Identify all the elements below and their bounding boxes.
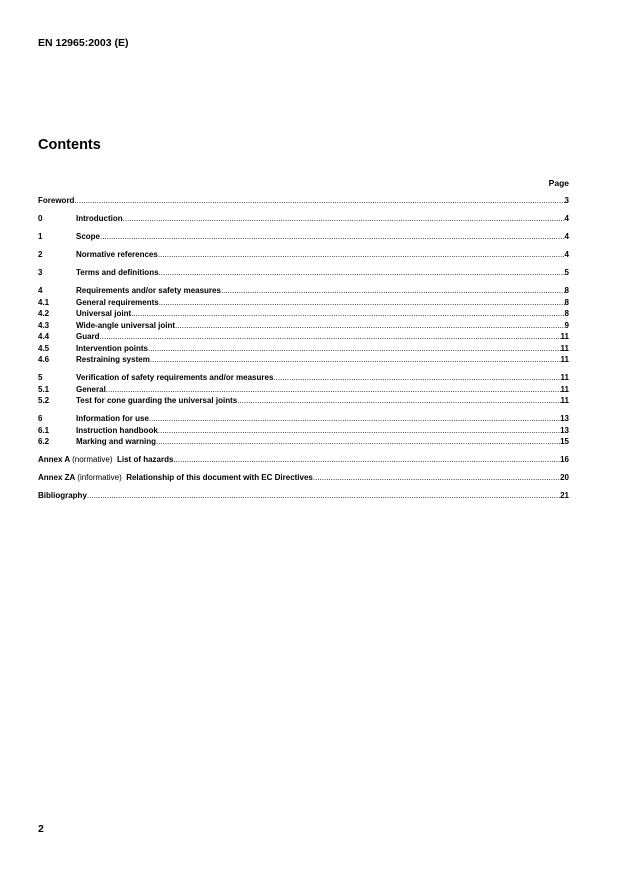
toc-entry-title: Terms and definitions bbox=[76, 268, 159, 277]
dot-leader bbox=[131, 308, 564, 320]
dot-leader bbox=[159, 297, 565, 309]
toc-entry-page: 21 bbox=[560, 491, 569, 500]
toc-entry-title: Foreword bbox=[38, 196, 75, 205]
annex-label: Annex ZA bbox=[38, 473, 76, 482]
toc-entry-page: 5 bbox=[564, 268, 569, 277]
dot-leader bbox=[100, 331, 561, 343]
toc-entry-page: 4 bbox=[564, 214, 569, 223]
toc-entry-page: 11 bbox=[560, 332, 569, 341]
dot-leader bbox=[313, 472, 560, 484]
toc-entry-page: 11 bbox=[560, 396, 569, 405]
dot-leader bbox=[100, 231, 565, 243]
dot-leader bbox=[173, 454, 560, 466]
dot-leader bbox=[159, 267, 565, 279]
toc-entry-page: 3 bbox=[564, 196, 569, 205]
dot-leader bbox=[150, 354, 561, 366]
page-title: Contents bbox=[38, 137, 101, 153]
toc-entry-6-1[interactable] bbox=[38, 425, 569, 437]
toc-entry-number: 4.3 bbox=[38, 320, 50, 330]
toc-entry-3[interactable] bbox=[38, 267, 569, 279]
toc-entry-title: Normative references bbox=[76, 250, 158, 259]
toc-entry-title: Instruction handbook bbox=[76, 425, 158, 435]
toc-entry-page: 8 bbox=[564, 286, 569, 295]
annex-kind: (normative) bbox=[72, 455, 113, 464]
toc-entry-number: 3 bbox=[38, 268, 43, 277]
page-number: 2 bbox=[38, 823, 44, 835]
toc-entry-page: 16 bbox=[560, 455, 569, 464]
toc-entry-title: Bibliography bbox=[38, 491, 87, 500]
annex-title: Relationship of this document with EC Directives bbox=[126, 473, 313, 482]
toc-entry-number: 6.1 bbox=[38, 425, 50, 435]
toc-entry-title: Scope bbox=[76, 232, 101, 241]
toc-entry-number: 4.2 bbox=[38, 309, 50, 318]
page-column-label: Page bbox=[548, 178, 569, 188]
table-of-contents bbox=[38, 195, 569, 502]
toc-entry-number: 4.1 bbox=[38, 297, 50, 307]
dot-leader bbox=[175, 320, 564, 332]
toc-entry-title: General requirements bbox=[76, 297, 159, 307]
toc-entry-title: Universal joint bbox=[76, 309, 132, 318]
annex-kind: (informative) bbox=[77, 473, 122, 482]
toc-entry-title: Requirements and/or safety measures bbox=[76, 286, 221, 295]
toc-entry-foreword[interactable] bbox=[38, 195, 569, 207]
toc-entry-4-2[interactable] bbox=[38, 308, 569, 320]
toc-entry-page: 8 bbox=[564, 309, 569, 318]
toc-entry-title: Test for cone guarding the universal joints bbox=[76, 396, 238, 405]
document-id-header: EN 12965:2003 (E) bbox=[38, 37, 129, 49]
toc-entry-6-2[interactable] bbox=[38, 436, 569, 448]
toc-entry-number: 4.4 bbox=[38, 332, 50, 341]
toc-entry-page: 4 bbox=[564, 250, 569, 259]
toc-entry-number: 1 bbox=[38, 232, 43, 241]
annex-label: Annex A bbox=[38, 455, 70, 464]
toc-entry-page: 9 bbox=[564, 320, 569, 330]
toc-entry-title: Introduction bbox=[76, 214, 123, 223]
toc-entry-page: 4 bbox=[564, 232, 569, 241]
toc-entry-4-3[interactable] bbox=[38, 320, 569, 332]
toc-entry-title: Guard bbox=[76, 332, 100, 341]
toc-entry-title: Wide-angle universal joint bbox=[76, 320, 176, 330]
toc-entry-5-1[interactable] bbox=[38, 384, 569, 396]
toc-entry-title: Restraining system bbox=[76, 355, 150, 364]
toc-entry-page: 11 bbox=[560, 355, 569, 364]
toc-entry-number: 4 bbox=[38, 286, 43, 295]
toc-entry-page: 11 bbox=[560, 373, 569, 382]
dot-leader bbox=[273, 372, 560, 384]
toc-entry-bibliography[interactable] bbox=[38, 490, 569, 502]
toc-entry-4-1[interactable] bbox=[38, 297, 569, 309]
toc-entry-number: 5 bbox=[38, 373, 43, 382]
dot-leader bbox=[106, 384, 561, 396]
toc-entry-1[interactable] bbox=[38, 231, 569, 243]
toc-entry-page: 13 bbox=[560, 425, 569, 435]
dot-leader bbox=[158, 425, 560, 437]
toc-entry-4-6[interactable] bbox=[38, 354, 569, 366]
toc-entry-5-2[interactable] bbox=[38, 395, 569, 407]
toc-entry-page: 11 bbox=[560, 384, 569, 394]
dot-leader bbox=[156, 436, 560, 448]
dot-leader bbox=[221, 285, 565, 297]
toc-entry-title: Marking and warning bbox=[76, 437, 157, 446]
toc-entry-5[interactable] bbox=[38, 372, 569, 384]
toc-entry-annex-za[interactable] bbox=[38, 472, 569, 484]
toc-entry-0[interactable] bbox=[38, 213, 569, 225]
dot-leader bbox=[74, 195, 564, 207]
dot-leader bbox=[149, 413, 560, 425]
toc-entry-title bbox=[38, 472, 313, 484]
toc-entry-page: 8 bbox=[564, 297, 569, 307]
toc-entry-4-5[interactable] bbox=[38, 343, 569, 355]
toc-entry-number: 4.5 bbox=[38, 343, 50, 353]
toc-entry-page: 20 bbox=[560, 473, 569, 482]
toc-entry-number: 0 bbox=[38, 214, 43, 223]
toc-entry-page: 13 bbox=[560, 414, 569, 423]
dot-leader bbox=[158, 249, 565, 261]
toc-entry-number: 6 bbox=[38, 414, 43, 423]
dot-leader bbox=[87, 490, 560, 502]
toc-entry-title bbox=[38, 454, 173, 466]
annex-title: List of hazards bbox=[117, 455, 174, 464]
dot-leader bbox=[123, 213, 565, 225]
toc-entry-title: Intervention points bbox=[76, 343, 148, 353]
toc-entry-4[interactable] bbox=[38, 285, 569, 297]
toc-entry-number: 2 bbox=[38, 250, 43, 259]
toc-entry-number: 4.6 bbox=[38, 355, 50, 364]
toc-entry-4-4[interactable] bbox=[38, 331, 569, 343]
toc-entry-title: General bbox=[76, 384, 106, 394]
toc-entry-page: 11 bbox=[560, 343, 569, 353]
toc-entry-title: Verification of safety requirements and/or measures bbox=[76, 373, 274, 382]
dot-leader bbox=[237, 395, 560, 407]
toc-entry-number: 5.2 bbox=[38, 396, 50, 405]
toc-entry-number: 5.1 bbox=[38, 384, 50, 394]
toc-entry-title: Information for use bbox=[76, 414, 149, 423]
toc-entry-2[interactable] bbox=[38, 249, 569, 261]
toc-entry-number: 6.2 bbox=[38, 437, 50, 446]
toc-entry-annex-a[interactable] bbox=[38, 454, 569, 466]
dot-leader bbox=[148, 343, 561, 355]
toc-entry-page: 15 bbox=[560, 437, 569, 446]
toc-entry-6[interactable] bbox=[38, 413, 569, 425]
